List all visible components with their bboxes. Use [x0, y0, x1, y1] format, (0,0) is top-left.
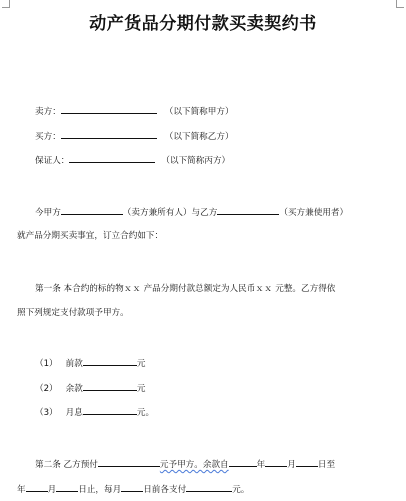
item-row	[35, 405, 154, 419]
article2-text-h: 日止，每月	[78, 485, 122, 495]
intro-line-1	[35, 205, 348, 219]
start-month-blank[interactable]	[265, 457, 287, 467]
item-unit: 元	[136, 359, 146, 369]
buyer-blank[interactable]	[61, 129, 157, 139]
document-title: 动产货品分期付款买卖契约书	[89, 14, 317, 34]
item-label: 月息	[65, 408, 83, 418]
guarantor-note: （以下简称丙方）	[161, 156, 231, 166]
page-corner-mark	[396, 0, 404, 8]
intro-seller-blank[interactable]	[61, 205, 123, 215]
intro-text-2: （卖方兼所有人）与乙方	[122, 208, 218, 218]
end-month-blank[interactable]	[56, 482, 78, 492]
guarantor-line	[35, 153, 230, 167]
seller-line	[35, 104, 234, 118]
item-amount-blank[interactable]	[83, 356, 137, 366]
article2-text-e: 日至	[317, 460, 336, 470]
article2-text-i: 日前各支付	[143, 485, 187, 495]
start-year-blank[interactable]	[229, 457, 257, 467]
installment-amount-blank[interactable]	[186, 482, 232, 492]
item-label: 前款	[65, 359, 83, 369]
article2-text-j: 元。	[232, 485, 250, 495]
article1-line-2: 照下列规定支付款项予甲方。	[17, 308, 129, 318]
item-number: （3）	[35, 408, 58, 418]
intro-line-2: 就产品分期买卖事宜，订立合约如下：	[17, 231, 164, 241]
page-corner-mark	[2, 0, 10, 8]
item-number: （1）	[35, 359, 58, 369]
prepay-blank[interactable]	[98, 457, 160, 467]
guarantor-blank[interactable]	[69, 153, 155, 163]
seller-note: （以下简称甲方）	[164, 107, 234, 117]
guarantor-label: 保证人：	[35, 156, 70, 166]
item-row	[35, 381, 145, 395]
end-year-blank[interactable]	[26, 482, 48, 492]
article2-text-d: 月	[287, 460, 296, 470]
buyer-label: 买方：	[35, 132, 61, 142]
buyer-line	[35, 129, 234, 143]
article2-text-a: 第二条 乙方预付	[35, 460, 98, 470]
seller-label: 卖方：	[35, 107, 61, 117]
pay-day-blank[interactable]	[121, 482, 143, 492]
article1-line-1: 第一条 本合约的标的物ｘｘ 产品分期付款总额定为人民币ｘｘ 元整。乙方得依	[35, 284, 336, 294]
item-row	[35, 356, 145, 370]
article2-text-f: 年	[17, 485, 26, 495]
buyer-note: （以下简称乙方）	[164, 132, 234, 142]
seller-blank[interactable]	[61, 104, 157, 114]
article2-text-c: 年	[256, 460, 266, 470]
item-label: 余款	[65, 384, 83, 394]
article2-line-1	[35, 457, 335, 471]
item-amount-blank[interactable]	[83, 405, 137, 415]
article2-text-b: 元予甲方。余款自	[159, 460, 229, 470]
item-amount-blank[interactable]	[83, 381, 137, 391]
start-day-blank[interactable]	[296, 457, 318, 467]
article2-line-2	[17, 482, 249, 496]
intro-text-1: 今甲方	[35, 208, 61, 218]
article2-text-g: 月	[47, 485, 57, 495]
item-unit: 元	[136, 384, 146, 394]
item-number: （2）	[35, 384, 58, 394]
intro-buyer-blank[interactable]	[217, 205, 279, 215]
intro-text-3: （买方兼使用者）	[279, 208, 349, 218]
item-unit: 元。	[136, 408, 155, 418]
